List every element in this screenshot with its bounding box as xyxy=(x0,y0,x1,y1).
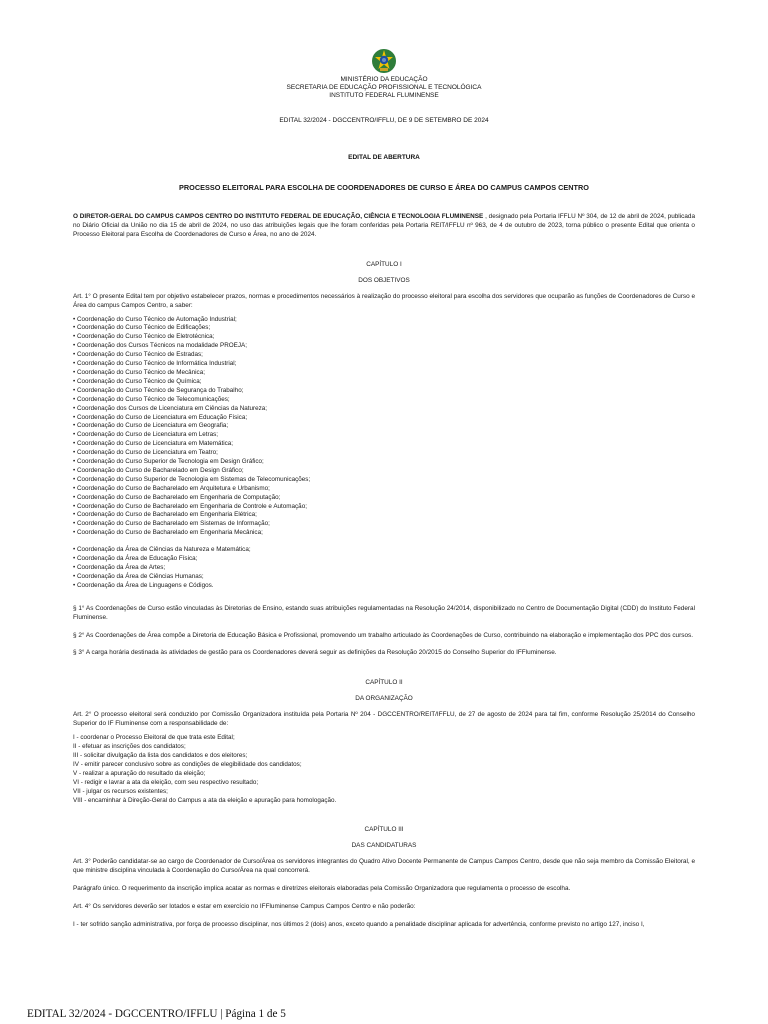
list-item: • Coordenação da Área de Ciências Humanas; xyxy=(73,572,204,580)
list-item: • Coordenação do Curso Superior de Tecnologia em Sistemas de Telecomunicações; xyxy=(73,475,311,483)
list-item: • Coordenação do Curso Técnico de Telecomunicações; xyxy=(73,395,230,403)
list-item: VIII - encaminhar à Direção-Geral do Campus a ata da eleição e apuração para homologação. xyxy=(73,796,337,804)
article-3: Art. 3° Poderão candidatar-se ao cargo de Coordenador de Curso/Área os servidores integrantes do Quadro Ativo Docente Permanente de Campus Campos Centro, desde que não seja membro da Comissão Eleitoral, e que ministre disciplina vinculada à Coordenação do Curso/Área na qual concorrerá. xyxy=(73,858,695,875)
article-4: Art. 4° Os servidores deverão ser lotados e estar em exercício no IFFluminense Campus Campos Centro e não poderão: xyxy=(73,903,416,911)
paragraph-3: § 3° A carga horária destinada às atividades de gestão para os Coordenadores deverá seguir as definições da Resolução 20/2015 do Conselho Superior do IFFluminense. xyxy=(73,649,557,657)
article-1: Art. 1° O presente Edital tem por objetivo estabelecer prazos, normas e procedimentos necessários à realização do processo eleitoral para escolha dos servidores que ocuparão as funções de Coordenadores de Curso e Área do campus Campos Centro, a saber: xyxy=(73,292,695,309)
article-2: Art. 2° O processo eleitoral será conduzido por Comissão Organizadora instituída pela Portaria Nº 204 - DGCCENTRO/REIT/IFFLU, de 27 de agosto de 2024 para tal fim, conforme Resolução 25/2014 do Conselho Superior do IF Fluminense com a responsabilidade de: xyxy=(73,711,695,728)
list-item: • Coordenação do Curso Técnico de Mecânica; xyxy=(73,368,205,376)
list-item: • Coordenação do Curso de Licenciatura em Educação Física; xyxy=(73,413,248,421)
list-item: I - coordenar o Processo Eleitoral de que trata este Edital; xyxy=(73,734,235,742)
list-item: • Coordenação do Curso Técnico de Estradas; xyxy=(73,351,203,359)
chapter3-subtitle: DAS CANDIDATURAS xyxy=(351,842,417,850)
list-item: • Coordenação do Curso de Bacharelado em Arquitetura e Urbanismo; xyxy=(73,484,270,492)
list-item: • Coordenação dos Cursos de Licenciatura em Ciências da Natureza; xyxy=(73,404,268,412)
list-item: VII - julgar os recursos existentes; xyxy=(73,787,168,795)
document-content xyxy=(73,48,695,930)
list-item: • Coordenação da Área de Educação Física; xyxy=(73,555,198,563)
list-item: V - realizar a apuração do resultado da eleição; xyxy=(73,769,206,777)
list-item: II - efetuar as inscrições dos candidatos; xyxy=(73,743,186,751)
intro-text: , designado pela Portaria IFFLU Nº 304, de 12 de abril de 2024, publicada no Diário Oficial da União no dia 15 de abril de 2024, no uso das atribuições legais que lhe foram conferidas pela Portaria REIT/IFFLU nº 963, de 4 de outubro de 2023, torna público o presente Edital que orienta o Processo Eleitoral para Escolha de Coordenadores de Curso e Área, no ano de 2024. xyxy=(73,213,696,238)
chapter3-title: CAPÍTULO III xyxy=(364,826,404,834)
list-item: • Coordenação do Curso Superior de Tecnologia em Design Gráfico; xyxy=(73,458,264,466)
chapter1-title: CAPÍTULO I xyxy=(366,260,402,268)
course-list xyxy=(73,316,695,539)
list-item: • Coordenação do Curso Técnico de Informática Industrial; xyxy=(73,360,237,368)
chapter2-subtitle: DA ORGANIZAÇÃO xyxy=(355,695,413,703)
list-item: • Coordenação do Curso Técnico de Automação Industrial; xyxy=(73,315,237,323)
paragraph-1: § 1° As Coordenações de Curso estão vinculadas às Diretorias de Ensino, estando suas atribuições regulamentadas na Resolução 24/2014, disponibilizado no Centro de Documentação Digital (CDD) do Instituto Federal Fluminense. xyxy=(73,604,695,621)
header-ministry: MINISTÉRIO DA EDUCAÇÃO xyxy=(340,76,428,83)
area-list xyxy=(73,546,695,591)
chapter2-title: CAPÍTULO II xyxy=(365,679,403,687)
coat-of-arms-icon xyxy=(371,48,397,74)
list-item: • Coordenação do Curso Técnico de Edificações; xyxy=(73,324,211,332)
list-item: • Coordenação do Curso Técnico de Eletrotécnica; xyxy=(73,333,215,341)
duty-list xyxy=(73,734,695,805)
list-item: • Coordenação dos Cursos Técnicos na modalidade PROEJA; xyxy=(73,342,247,350)
list-item: • Coordenação do Curso de Licenciatura em Teatro; xyxy=(73,449,218,457)
edital-number: EDITAL 32/2024 - DGCCENTRO/IFFLU, DE 9 DE SETEMBRO DE 2024 xyxy=(279,117,489,124)
list-item: III - solicitar divulgação da lista dos candidatos e dos eleitores; xyxy=(73,751,248,759)
list-item: • Coordenação do Curso de Bacharelado em Design Gráfico; xyxy=(73,466,244,474)
list-item: • Coordenação do Curso de Bacharelado em Engenharia Mecânica; xyxy=(73,529,263,537)
list-item: • Coordenação do Curso Técnico de Segurança do Trabalho; xyxy=(73,386,244,394)
chapter1-subtitle: DOS OBJETIVOS xyxy=(358,276,410,284)
article-4-item-i: I - ter sofrido sanção administrativa, por força de processo disciplinar, nos últimos 2 (dois) anos, exceto quando a penalidade disciplinar aplicada for advertência, conforme previsto no artigo 127, inciso I, xyxy=(73,921,645,929)
paragraph-2: § 2° As Coordenações de Área compõe a Diretoria de Educação Básica e Profissional, promovendo um trabalho articulado às Coordenações de Curso, contribuindo na elaboração e implementação dos PPC dos cursos. xyxy=(73,631,693,639)
page-footer: EDITAL 32/2024 - DGCCENTRO/IFFLU | Página 1 de 5 xyxy=(27,1008,286,1020)
main-title: PROCESSO ELEITORAL PARA ESCOLHA DE COORDENADORES DE CURSO E ÁREA DO CAMPUS CAMPOS CENTRO xyxy=(179,183,589,192)
header-secretariat: SECRETARIA DE EDUCAÇÃO PROFISSIONAL E TECNOLÓGICA xyxy=(286,84,482,91)
list-item: • Coordenação do Curso de Bacharelado em Engenharia de Computação; xyxy=(73,493,281,501)
list-item: • Coordenação do Curso de Bacharelado em Engenharia Elétrica; xyxy=(73,511,257,519)
list-item: • Coordenação do Curso de Licenciatura em Letras; xyxy=(73,431,219,439)
list-item: • Coordenação do Curso de Bacharelado em Sistemas de Informação; xyxy=(73,520,270,528)
intro-paragraph xyxy=(73,213,695,240)
sole-paragraph: Parágrafo único. O requerimento da inscrição implica acatar as normas e diretrizes eleitorais elaboradas pela Comissão Organizadora que regulamenta o processo de escolha. xyxy=(73,885,571,893)
list-item: • Coordenação da Área de Linguagens e Códigos. xyxy=(73,581,214,589)
list-item: • Coordenação do Curso Técnico de Química; xyxy=(73,377,202,385)
list-item: • Coordenação do Curso de Bacharelado em Engenharia de Controle e Automação; xyxy=(73,502,307,510)
list-item: • Coordenação da Área de Artes; xyxy=(73,564,166,571)
intro-bold: O DIRETOR-GERAL DO CAMPUS CAMPOS CENTRO DO INSTITUTO FEDERAL DE EDUCAÇÃO, CIÊNCIA E TECNOLOGIA FLUMINENSE xyxy=(73,213,484,220)
doc-type: EDITAL DE ABERTURA xyxy=(348,154,420,161)
header-institute: INSTITUTO FEDERAL FLUMINENSE xyxy=(329,92,439,99)
list-item: • Coordenação da Área de Ciências da Natureza e Matemática; xyxy=(73,546,251,554)
list-item: IV - emitir parecer conclusivo sobre as condições de elegibilidade dos candidatos; xyxy=(73,760,302,768)
list-item: • Coordenação do Curso de Licenciatura em Geografia; xyxy=(73,422,229,430)
list-item: VI - redigir e lavrar a ata da eleição, com seu respectivo resultado; xyxy=(73,778,259,786)
list-item: • Coordenação do Curso de Licenciatura em Matemática; xyxy=(73,440,234,448)
